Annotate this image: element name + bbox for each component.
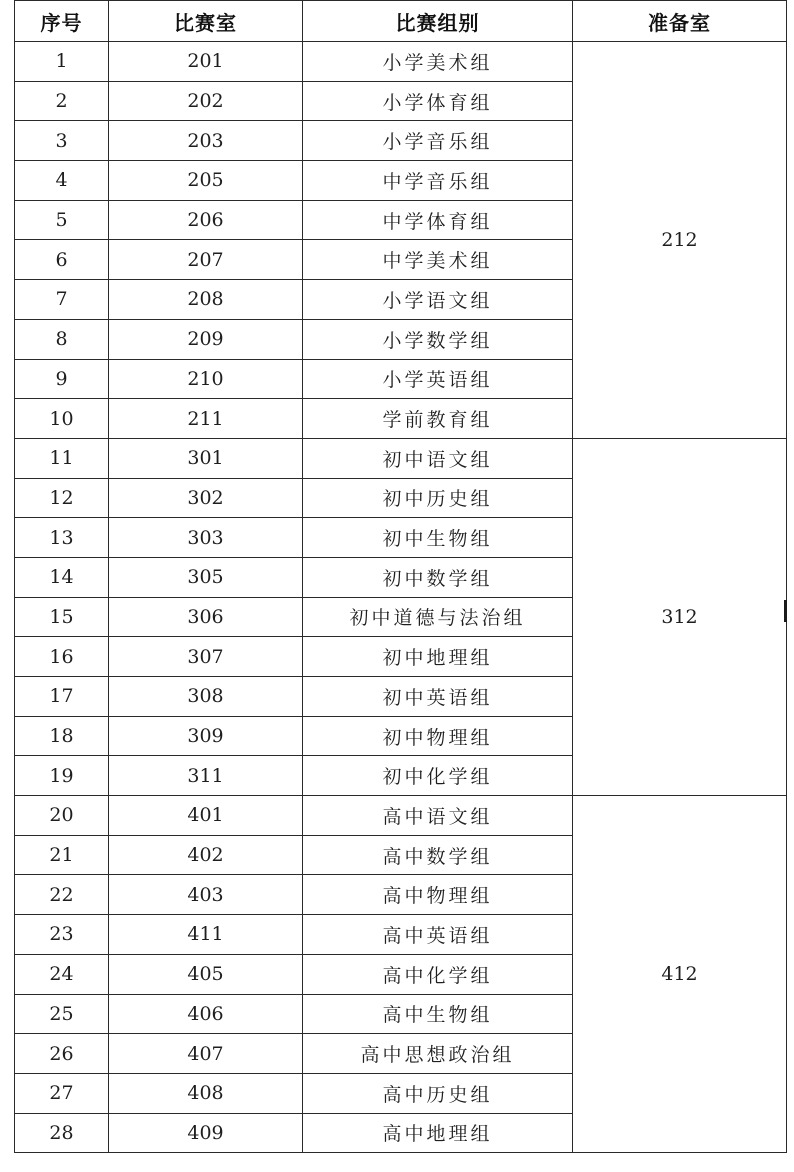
cell-group: 高中历史组: [303, 1073, 573, 1113]
cell-room: 210: [109, 359, 303, 399]
cell-seq: 23: [15, 915, 109, 955]
cell-room: 203: [109, 121, 303, 161]
cell-room: 202: [109, 81, 303, 121]
table-row: [15, 42, 787, 82]
cell-seq: 10: [15, 399, 109, 439]
cell-seq: 13: [15, 518, 109, 558]
cell-room: 205: [109, 161, 303, 201]
cell-room: 201: [109, 42, 303, 82]
cell-room: 309: [109, 716, 303, 756]
cell-group: 中学美术组: [303, 240, 573, 280]
header-room: 比赛室: [109, 1, 303, 42]
cell-seq: 7: [15, 280, 109, 320]
cell-group: 高中生物组: [303, 994, 573, 1034]
competition-room-table: [14, 0, 787, 1153]
cell-room: 408: [109, 1073, 303, 1113]
cell-group: 小学美术组: [303, 42, 573, 82]
cell-room: 307: [109, 637, 303, 677]
cell-room: 409: [109, 1113, 303, 1153]
cell-room: 209: [109, 319, 303, 359]
cell-group: 初中化学组: [303, 756, 573, 796]
edge-mark: [784, 600, 787, 622]
cell-group: 高中英语组: [303, 915, 573, 955]
cell-group: 初中生物组: [303, 518, 573, 558]
cell-prep-room: 212: [573, 42, 787, 439]
cell-seq: 4: [15, 161, 109, 201]
cell-group: 高中化学组: [303, 954, 573, 994]
cell-seq: 21: [15, 835, 109, 875]
cell-group: 初中道德与法治组: [303, 597, 573, 637]
cell-group: 初中数学组: [303, 557, 573, 597]
table-header-row: [15, 1, 787, 42]
cell-seq: 28: [15, 1113, 109, 1153]
table-body: [15, 42, 787, 1153]
header-group: 比赛组别: [303, 1, 573, 42]
cell-seq: 15: [15, 597, 109, 637]
cell-group: 高中物理组: [303, 875, 573, 915]
cell-seq: 3: [15, 121, 109, 161]
cell-seq: 11: [15, 438, 109, 478]
cell-group: 高中数学组: [303, 835, 573, 875]
cell-room: 302: [109, 478, 303, 518]
cell-prep-room: 312: [573, 438, 787, 795]
cell-group: 小学语文组: [303, 280, 573, 320]
cell-group: 中学体育组: [303, 200, 573, 240]
cell-room: 403: [109, 875, 303, 915]
cell-room: 308: [109, 677, 303, 717]
cell-group: 学前教育组: [303, 399, 573, 439]
cell-seq: 5: [15, 200, 109, 240]
cell-room: 402: [109, 835, 303, 875]
cell-group: 初中物理组: [303, 716, 573, 756]
cell-seq: 9: [15, 359, 109, 399]
cell-seq: 20: [15, 796, 109, 836]
cell-room: 206: [109, 200, 303, 240]
cell-seq: 1: [15, 42, 109, 82]
cell-seq: 14: [15, 557, 109, 597]
cell-seq: 2: [15, 81, 109, 121]
cell-seq: 24: [15, 954, 109, 994]
cell-prep-room: 412: [573, 796, 787, 1153]
cell-room: 306: [109, 597, 303, 637]
cell-group: 初中历史组: [303, 478, 573, 518]
cell-room: 311: [109, 756, 303, 796]
cell-group: 初中英语组: [303, 677, 573, 717]
cell-seq: 17: [15, 677, 109, 717]
cell-seq: 16: [15, 637, 109, 677]
cell-room: 405: [109, 954, 303, 994]
cell-group: 小学数学组: [303, 319, 573, 359]
table-row: [15, 438, 787, 478]
cell-group: 小学体育组: [303, 81, 573, 121]
cell-seq: 8: [15, 319, 109, 359]
cell-room: 208: [109, 280, 303, 320]
cell-seq: 22: [15, 875, 109, 915]
cell-room: 305: [109, 557, 303, 597]
cell-group: 初中语文组: [303, 438, 573, 478]
cell-group: 高中思想政治组: [303, 1034, 573, 1074]
cell-group: 高中地理组: [303, 1113, 573, 1153]
cell-room: 303: [109, 518, 303, 558]
cell-room: 411: [109, 915, 303, 955]
cell-seq: 12: [15, 478, 109, 518]
cell-group: 初中地理组: [303, 637, 573, 677]
header-seq: 序号: [15, 1, 109, 42]
cell-room: 301: [109, 438, 303, 478]
cell-room: 406: [109, 994, 303, 1034]
cell-seq: 19: [15, 756, 109, 796]
cell-room: 407: [109, 1034, 303, 1074]
cell-room: 207: [109, 240, 303, 280]
cell-seq: 6: [15, 240, 109, 280]
cell-room: 401: [109, 796, 303, 836]
header-prep: 准备室: [573, 1, 787, 42]
cell-group: 中学音乐组: [303, 161, 573, 201]
cell-seq: 27: [15, 1073, 109, 1113]
table-row: [15, 796, 787, 836]
cell-room: 211: [109, 399, 303, 439]
cell-seq: 18: [15, 716, 109, 756]
cell-group: 高中语文组: [303, 796, 573, 836]
cell-seq: 26: [15, 1034, 109, 1074]
cell-seq: 25: [15, 994, 109, 1034]
cell-group: 小学英语组: [303, 359, 573, 399]
cell-group: 小学音乐组: [303, 121, 573, 161]
